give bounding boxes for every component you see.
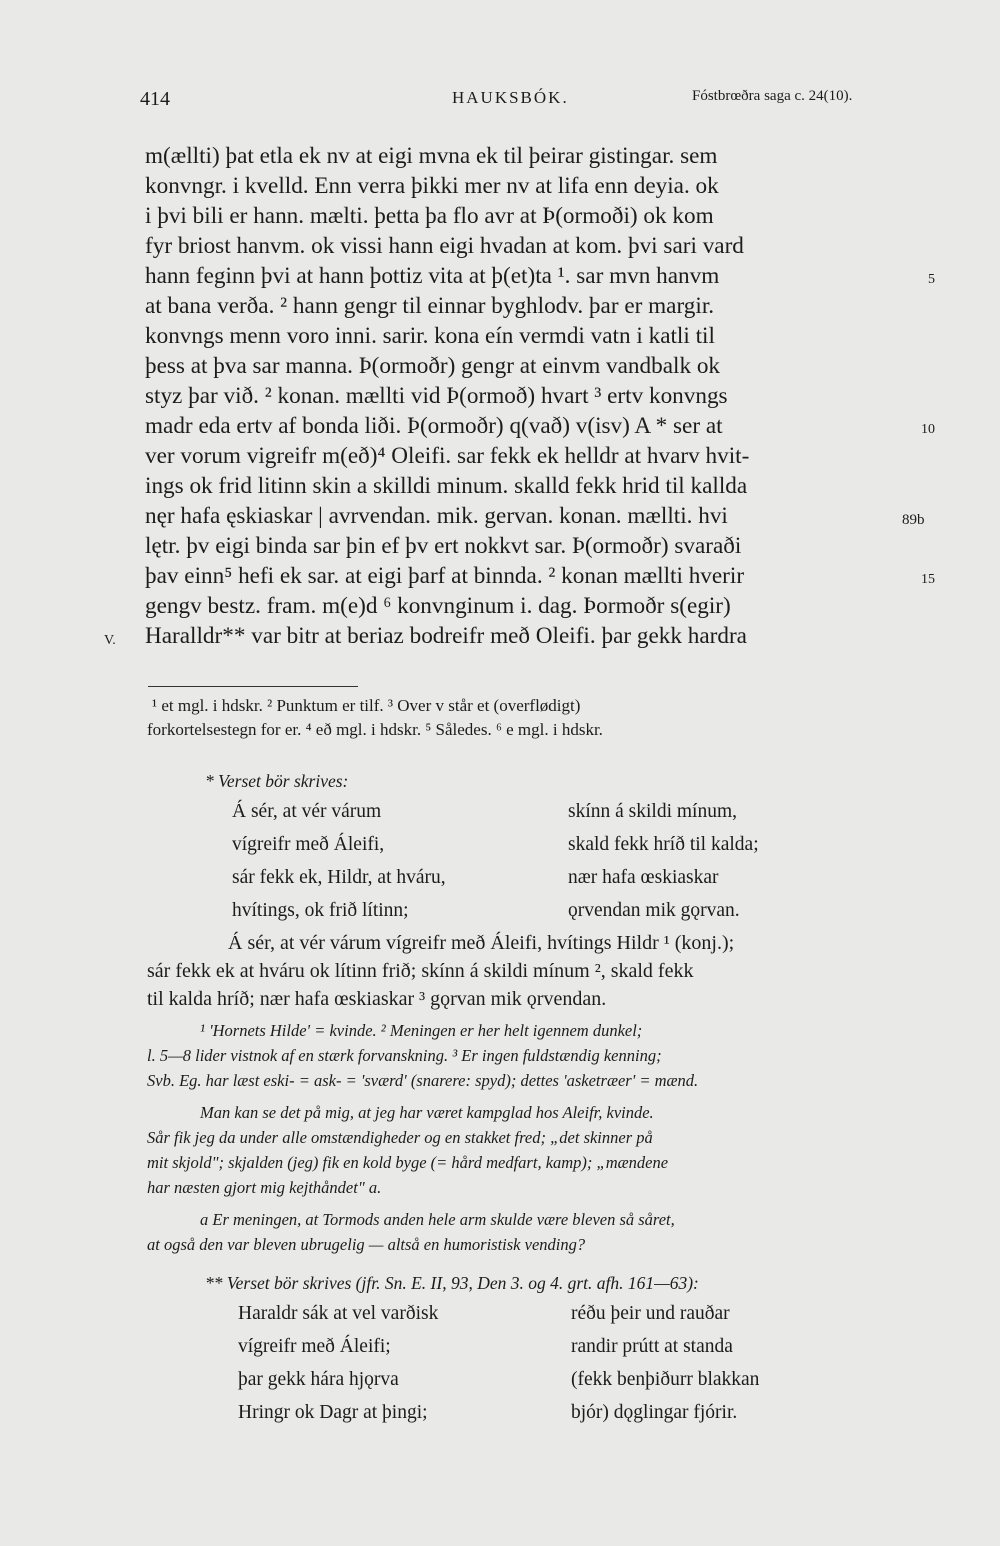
verse-line: réðu þeir und rauðar — [571, 1303, 730, 1324]
folio-mark: 89b — [902, 512, 925, 528]
verse-line: Á sér, at vér várum — [232, 801, 382, 822]
page-number: 414 — [140, 88, 170, 110]
footnote-line: forkortelsestegn for er. ⁴ eð mgl. i hdskr. ⁵ Således. ⁶ e mgl. i hdskr. — [147, 720, 603, 739]
note-line: l. 5—8 lider vistnok af en stærk forvanskning. ³ Er ingen fuldstændig kenning; — [147, 1046, 662, 1065]
verse-heading: * Verset bör skrives: — [205, 771, 349, 791]
text-line: m(ællti) þat etla ek nv at eigi mvna ek til þeirar gistingar. sem — [145, 143, 718, 169]
note-line: Sår fik jeg da under alle omstændigheder og en stakket fred; „det skinner på — [147, 1128, 653, 1147]
verse-line: bjór) dǫglingar fjórir. — [571, 1402, 738, 1423]
text-line: hann feginn þvi at hann þottiz vita at þ(et)ta ¹. sar mvn hanvm — [145, 263, 720, 289]
text-line: ings ok frid litinn skin a skilldi minum. skalld fekk hrid til kallda — [145, 473, 748, 499]
prose-line: Á sér, at vér várum vígreifr með Áleifi, hvítings Hildr ¹ (konj.); — [228, 932, 735, 954]
line-number: 10 — [921, 422, 935, 437]
text-line: i þvi bili er hann. mælti. þetta þa flo avr at Þ(ormoði) ok kom — [145, 203, 714, 229]
text-line: ver vorum vigreifr m(eð)⁴ Oleifi. sar fekk ek helldr at hvarv hvit- — [145, 443, 750, 469]
text-line: gengv bestz. fram. m(e)d ⁶ konvnginum i. dag. Þormoðr s(egir) — [145, 593, 731, 619]
text-line: konvngr. i kvelld. Enn verra þikki mer nv at lifa enn deyia. ok — [145, 173, 719, 199]
running-title: HAUKSBÓK. — [452, 88, 569, 107]
text-line: þav einn⁵ hefi ek sar. at eigi þarf at binnda. ² konan mællti hverir — [145, 563, 745, 589]
verse-line: vígreifr með Áleifi, — [232, 834, 385, 855]
text-line: konvngs menn voro inni. sarir. kona eín vermdi vatn i katli til — [145, 323, 715, 349]
note-line: Man kan se det på mig, at jeg har været kampglad hos Aleifr, kvinde. — [200, 1103, 654, 1122]
footnote-line: ¹ et mgl. i hdskr. ² Punktum er tilf. ³ Over v står et (overflødigt) — [152, 696, 581, 715]
note-line: a Er meningen, at Tormods anden hele arm skulde være bleven så såret, — [200, 1210, 675, 1229]
line-number: 15 — [921, 572, 935, 587]
text-line: fyr briost hanvm. ok vissi hann eigi hvadan at kom. þvi sari vard — [145, 233, 744, 259]
verse-line: nær hafa œskiaskar — [568, 867, 719, 888]
verse-line: (fekk benþiðurr blakkan — [571, 1369, 760, 1390]
note-line: ¹ 'Hornets Hilde' = kvinde. ² Meningen er her helt igennem dunkel; — [200, 1021, 643, 1040]
verse-line: skínn á skildi mínum, — [568, 801, 738, 822]
note-line: Svb. Eg. har læst eski- = ask- = 'sværd' (snarere: spyd); dettes 'asketræer' = mænd. — [147, 1071, 699, 1090]
prose-line: sár fekk ek at hváru ok lítinn frið; skínn á skildi mínum ², skald fekk — [147, 960, 694, 982]
text-line: Haralldr** var bitr at beriaz bodreifr með Oleifi. þar gekk hardra — [145, 623, 747, 649]
text-line: styz þar við. ² konan. mællti vid Þ(ormoð) hvart ³ ertv konvngs — [145, 383, 728, 409]
verse-line: sár fekk ek, Hildr, at hváru, — [232, 867, 446, 888]
note-line: har næsten gjort mig kejthåndet" a. — [147, 1178, 382, 1197]
verse-line: hvítings, ok frið lítinn; — [232, 900, 409, 921]
text-line: nęr hafa ęskiaskar | avrvendan. mik. gervan. konan. mællti. hvi — [145, 503, 728, 529]
verse-line: vígreifr með Áleifi; — [238, 1336, 391, 1357]
verse-line: Hringr ok Dagr at þingi; — [238, 1402, 428, 1423]
line-number: 5 — [928, 272, 935, 287]
section-reference: Fóstbrœðra saga c. 24(10). — [692, 88, 853, 104]
prose-line: til kalda hríð; nær hafa œskiaskar ³ gǫrvan mik ǫrvendan. — [147, 988, 607, 1010]
verse-line: ǫrvendan mik gǫrvan. — [568, 900, 740, 921]
verse-heading: ** Verset bör skrives (jfr. Sn. E. II, 93, Den 3. og 4. grt. afh. 161—63): — [205, 1273, 699, 1293]
text-line: lętr. þv eigi binda sar þin ef þv ert nokkvt sar. Þ(ormoðr) svaraði — [145, 533, 742, 559]
verse-mark: V. — [104, 633, 116, 648]
text-line: at bana verða. ² hann gengr til einnar byghlodv. þar er margir. — [145, 293, 715, 319]
note-line: mit skjold"; skjalden (jeg) fik en kold byge (= hård medfart, kamp); „mændene — [147, 1153, 669, 1172]
text-line: þess at þva sar manna. Þ(ormoðr) gengr at einvm vandbalk ok — [145, 353, 721, 379]
verse-line: randir prútt at standa — [571, 1336, 733, 1357]
verse-line: Haraldr sák at vel varðisk — [238, 1303, 439, 1324]
footnote-rule — [148, 686, 358, 687]
verse-line: þar gekk hára hjǫrva — [238, 1369, 399, 1390]
text-line: madr eda ertv af bonda liði. Þ(ormoðr) q(vað) v(isv) A * ser at — [145, 413, 723, 439]
note-line: at også den var bleven ubrugelig — altså en humoristisk vending? — [147, 1235, 586, 1254]
verse-line: skald fekk hríð til kalda; — [568, 834, 759, 855]
